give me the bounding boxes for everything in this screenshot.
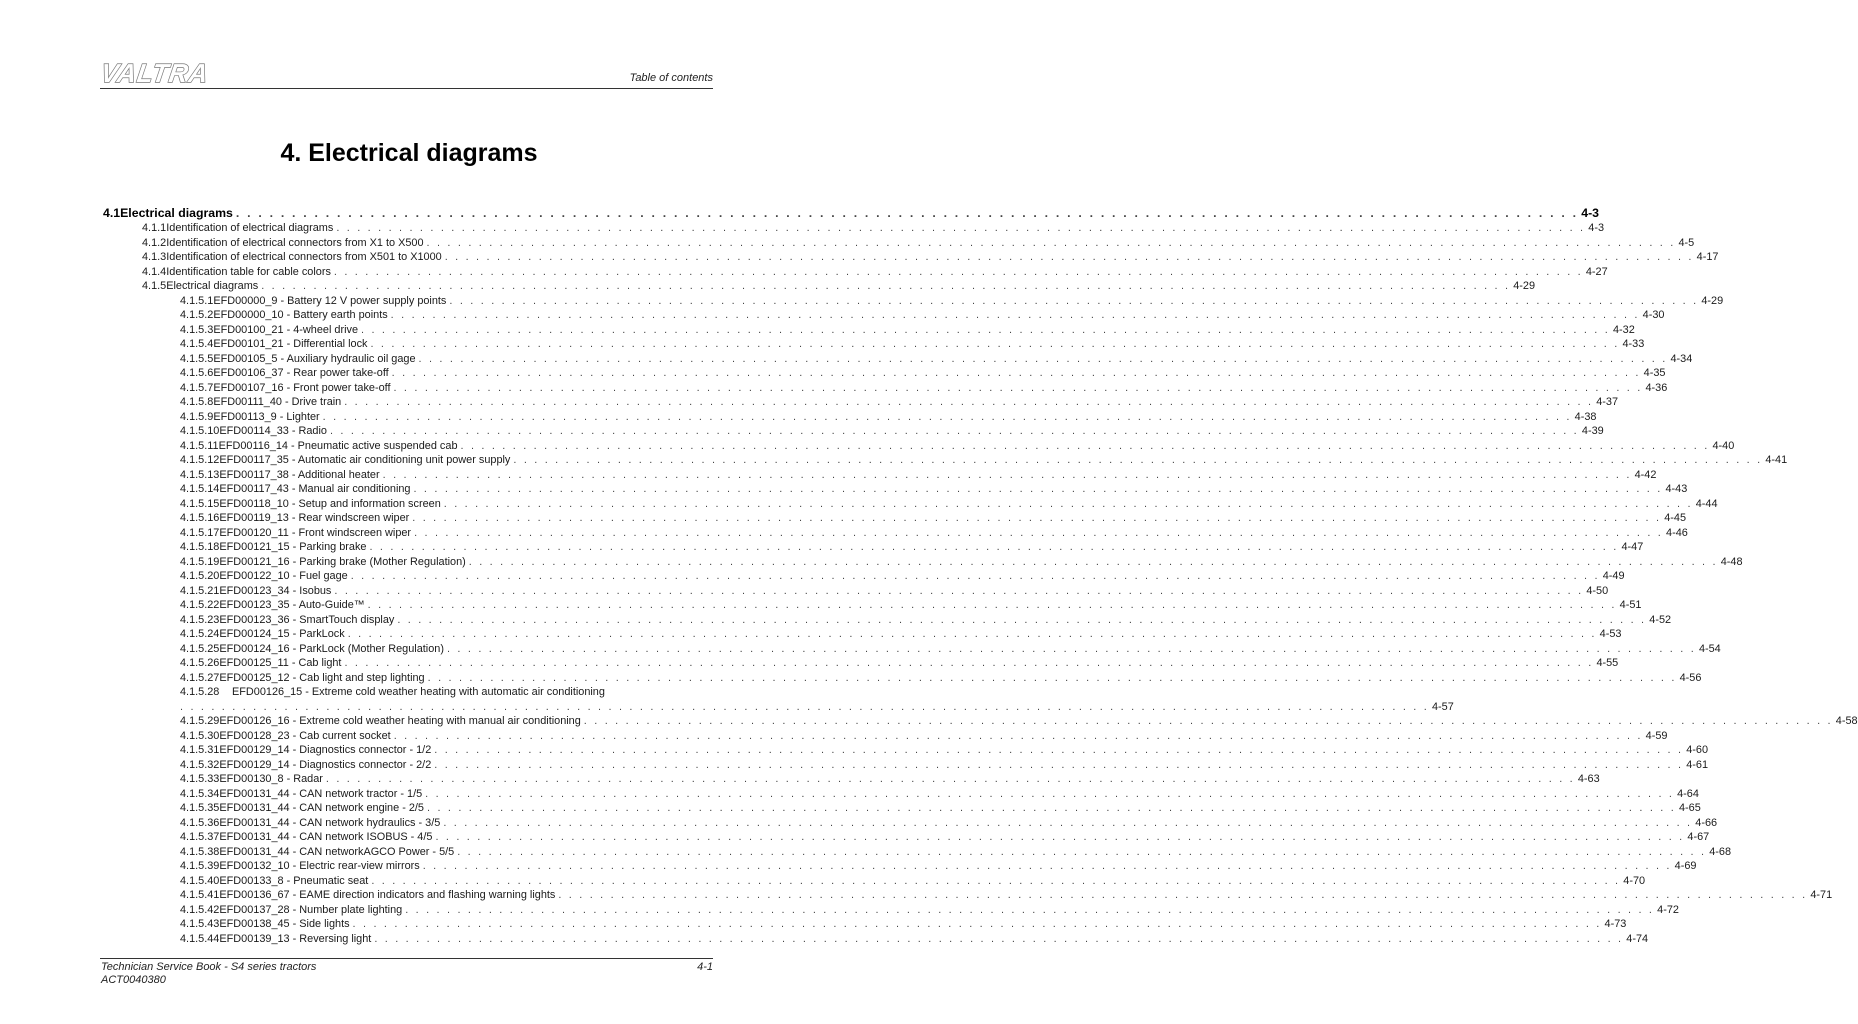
toc-entry-title: EFD00130_8 - Radar bbox=[219, 773, 323, 785]
toc-entry-page: 4-47 bbox=[1621, 541, 1644, 553]
toc-entry-page: 4-32 bbox=[1612, 323, 1635, 336]
toc-entry[interactable] bbox=[180, 932, 1649, 946]
toc-entry-number: 4.1.5.42 bbox=[180, 903, 220, 916]
toc-entry-number: 4.1.4 bbox=[142, 265, 167, 278]
toc-entry-title: EFD00129_14 - Diagnostics connector - 2/2 bbox=[219, 758, 432, 771]
toc-entry-title: EFD00131_44 - CAN network ISOBUS - 4/5 bbox=[219, 831, 433, 843]
toc-leader-dots: . . . . . . . . . . . . . . . . . . . . . . . . . . . . . . . . . . . . . . . . . . . . . . . . . . . . . . . . . . . . . . . . . . . . . . . . . . . . . . . . . . . . . . . . . . . . . . . . . . . . . . . . . . . . . . . . . . . . . . . . bbox=[333, 265, 1583, 278]
toc-entry-page: 4-71 bbox=[1810, 889, 1833, 901]
toc-entry-number: 4.1.5.23 bbox=[180, 613, 220, 626]
toc-entry-page: 4-74 bbox=[1626, 932, 1649, 945]
toc-entry-page: 4-66 bbox=[1695, 816, 1718, 829]
toc-entry-page: 4-65 bbox=[1678, 802, 1701, 814]
toc-entry-page: 4-3 bbox=[1588, 222, 1605, 234]
toc-leader-dots: . . . . . . . . . . . . . . . . . . . . . . . . . . . . . . . . . . . . . . . . . . . . . . . . . . . . . . . . . . . . . . . . . . . . . . . . . . . . . . . . . . . . . . . . . . . . . . . . . . . . . . . . . . . . . . . . . . . . . . . . bbox=[370, 338, 1620, 350]
footer-doc-code: ACT0040380 bbox=[101, 974, 166, 986]
toc-leader-dots: . . . . . . . . . . . . . . . . . . . . . . . . . . . . . . . . . . . . . . . . . . . . . . . . . . . . . . . . . . . . . . . . . . . . . . . . . . . . . . . . . . . . . . . . . . . . . . . . . . . . . . . . . . . . . . . . . . . . . . . . bbox=[427, 802, 1676, 814]
toc-entry-title: EFD00131_44 - CAN network hydraulics - 3/5 bbox=[219, 816, 441, 829]
toc-entry[interactable] bbox=[180, 859, 1697, 873]
toc-entry-continuation[interactable] bbox=[180, 700, 1454, 714]
toc-entry-page: 4-43 bbox=[1665, 483, 1688, 495]
toc-entry-page: 4-60 bbox=[1686, 744, 1709, 756]
toc-entry[interactable] bbox=[180, 323, 1635, 337]
toc-entry-title: Identification of electrical connectors from X501 to X1000 bbox=[166, 251, 442, 263]
toc-entry-title: EFD00121_16 - Parking brake (Mother Regulation) bbox=[219, 555, 466, 568]
toc-leader-dots: . . . . . . . . . . . . . . . . . . . . . . . . . . . . . . . . . . . . . . . . . . . . . . . . . . . . . . . . . . . . . . . . . . . . . . . . . . . . . . . . . . . . . . . . . . . . . . . . . . . . . . . . . . . . . . . . . . . . . . . . bbox=[382, 468, 1632, 481]
toc-leader-dots: . . . . . . . . . . . . . . . . . . . . . . . . . . . . . . . . . . . . . . . . . . . . . . . . . . . . . . . . . . . . . . . . . . . . . . . . . . . . . . . . . . . . . . . . . . . . . . . . . . . . . . . . . . . . . . . . . . . . . . . . bbox=[391, 367, 1641, 379]
toc-entry-title: EFD00111_40 - Drive train bbox=[213, 396, 342, 408]
toc-entry-title: EFD00123_34 - Isobus bbox=[219, 584, 332, 597]
toc-entry-number: 4.1.3 bbox=[142, 251, 167, 263]
toc-entry-number: 4.1.5.35 bbox=[180, 802, 220, 814]
toc-entry[interactable] bbox=[180, 526, 1688, 540]
toc-entry[interactable] bbox=[180, 381, 1668, 395]
toc-entry-title: EFD00106_37 - Rear power take-off bbox=[213, 367, 389, 379]
toc-entry-page: 4-29 bbox=[1701, 294, 1724, 307]
toc-leader-dots: . . . . . . . . . . . . . . . . . . . . . . . . . . . . . . . . . . . . . . . . . . . . . . . . . . . . . . . . . . . . . . . . . . . . . . . . . . . . . . . . . . . . . . . . . . . . . . . . . . . . . . . . . . . . . . . . . . . . . . . . bbox=[444, 251, 1694, 263]
toc-entry-title: EFD00114_33 - Radio bbox=[219, 425, 327, 437]
toc-entry[interactable] bbox=[180, 308, 1665, 322]
toc-entry-number: 4.1.5 bbox=[142, 280, 167, 292]
toc-entry-number: 4.1.5.18 bbox=[180, 541, 220, 553]
toc-entry-title: EFD00129_14 - Diagnostics connector - 1/2 bbox=[219, 744, 432, 756]
toc-entry-number: 4.1.5.20 bbox=[180, 570, 220, 582]
toc-entry-page: 4-42 bbox=[1634, 468, 1657, 481]
toc-leader-dots: . . . . . . . . . . . . . . . . . . . . . . . . . . . . . . . . . . . . . . . . . . . . . . . . . . . . . . . . . . . . . . . . . . . . . . . . . . . . . . . . . . . . . . . . . . . . . . . . . . . . . . . . . . . . . . . . . . . . . . . . bbox=[347, 628, 1597, 640]
toc-entry[interactable] bbox=[180, 801, 1701, 815]
toc-entry-title: EFD00125_11 - Cab light bbox=[219, 657, 342, 669]
toc-entry[interactable] bbox=[180, 627, 1622, 641]
toc-entry-number: 4.1.5.44 bbox=[180, 932, 220, 945]
toc-leader-dots: . . . . . . . . . . . . . . . . . . . . . . . . . . . . . . . . . . . . . . . . . . . . . . . . . . . . . . . . . . . . . . . . . . . . . . . . . . . . . . . . . . . . . . . . . . . . . . . . . . . . . . . . . . . . . . . . . . . . . . . . bbox=[371, 874, 1621, 887]
toc-entry[interactable] bbox=[180, 497, 1718, 511]
toc-entry-title: EFD00123_35 - Auto-Guide™ bbox=[219, 599, 365, 611]
toc-entry-page: 4-48 bbox=[1720, 555, 1743, 568]
toc-entry[interactable] bbox=[180, 729, 1668, 743]
toc-entry[interactable] bbox=[180, 671, 1702, 685]
footer-divider bbox=[100, 958, 713, 959]
toc-leader-dots: . . . . . . . . . . . . . . . . . . . . . . . . . . . . . . . . . . . . . . . . . . . . . . . . . . . . . . . . . . . . . . . . . . . . . . . . . . . . . . . . . . . . . . . . . . . . . . . . . . . . . . . . . . . . . . . . . . . . . . . . bbox=[425, 787, 1675, 800]
toc-entry[interactable] bbox=[180, 903, 1679, 917]
toc-entry-page: 4-67 bbox=[1687, 831, 1710, 843]
toc-entry-title: EFD00117_43 - Manual air conditioning bbox=[219, 483, 411, 495]
toc-leader-dots: . . . . . . . . . . . . . . . . . . . . . . . . . . . . . . . . . . . . . . . . . . . . . . . . . . . . . . . . . . . . . . . . . . . . . . . . . . . . . . . . . . . . . . . . . . . . . . . . . . . . . . . . . . . . . . . . . . . . . . . . bbox=[235, 206, 1579, 220]
toc-entry-number: 4.1.5.27 bbox=[180, 671, 220, 684]
toc-entry[interactable] bbox=[142, 265, 1608, 279]
toc-entry-title: EFD00124_16 - ParkLock (Mother Regulation) bbox=[219, 642, 444, 655]
toc-entry[interactable] bbox=[180, 714, 1858, 728]
footer-book-title: Technician Service Book - S4 series tractors bbox=[101, 961, 317, 973]
toc-leader-dots: . . . . . . . . . . . . . . . . . . . . . . . . . . . . . . . . . . . . . . . . . . . . . . . . . . . . . . . . . . . . . . . . . . . . . . . . . . . . . . . . . . . . . . . . . . . . . . . . . . . . . . . . . . . . . . . . . . . . . . . . bbox=[446, 642, 1696, 655]
toc-entry-page: 4-34 bbox=[1670, 352, 1693, 365]
toc-entry[interactable] bbox=[180, 917, 1627, 931]
toc-entry-number: 4.1.5.21 bbox=[180, 584, 220, 597]
toc-entry-number: 4.1.5.36 bbox=[180, 816, 220, 829]
toc-leader-dots: . . . . . . . . . . . . . . . . . . . . . . . . . . . . . . . . . . . . . . . . . . . . . . . . . . . . . . . . . . . . . . . . . . . . . . . . . . . . . . . . . . . . . . . . . . . . . . . . . . . . . . . . . . . . . . . . . . . . . . . . bbox=[344, 396, 1594, 408]
toc-entry-page: 4-56 bbox=[1679, 671, 1702, 684]
toc-entry-title: EFD00139_13 - Reversing light bbox=[219, 932, 372, 945]
toc-entry-page: 4-5 bbox=[1678, 236, 1695, 249]
toc-entry-page: 4-3 bbox=[1581, 206, 1600, 220]
toc-entry-number: 4.1.5.13 bbox=[180, 468, 220, 481]
toc-entry-title: EFD00116_14 - Pneumatic active suspended cab bbox=[218, 439, 458, 452]
toc-entry-title: EFD00101_21 - Differential lock bbox=[213, 338, 368, 350]
toc-entry-number: 4.1.5.16 bbox=[180, 512, 220, 524]
toc-entry-page: 4-33 bbox=[1622, 338, 1645, 350]
toc-leader-dots: . . . . . . . . . . . . . . . . . . . . . . . . . . . . . . . . . . . . . . . . . . . . . . . . . . . . . . . . . . . . . . . . . . . . . . . . . . . . . . . . . . . . . . . . . . . . . . . . . . . . . . . . . . . . . . . . . . . . . . . . bbox=[374, 932, 1624, 945]
toc-entry-page: 4-61 bbox=[1686, 758, 1709, 771]
toc-entry-title: Identification of electrical diagrams bbox=[166, 222, 334, 234]
toc-entry-title: EFD00122_10 - Fuel gage bbox=[219, 570, 348, 582]
toc-leader-dots: . . . . . . . . . . . . . . . . . . . . . . . . . . . . . . . . . . . . . . . . . . . . . . . . . . . . . . . . . . . . . . . . . . . . . . . . . . . . . . . . . . . . . . . . . . . . . . . . . . . . . . . . . . . . . . . . . . . . . . . . bbox=[412, 512, 1662, 524]
toc-leader-dots: . . . . . . . . . . . . . . . . . . . . . . . . . . . . . . . . . . . . . . . . . . . . . . . . . . . . . . . . . . . . . . . . . . . . . . . . . . . . . . . . . . . . . . . . . . . . . . . . . . . . . . . . . . . . . . . . . . . . . . . . bbox=[336, 222, 1586, 234]
toc-leader-dots: . . . . . . . . . . . . . . . . . . . . . . . . . . . . . . . . . . . . . . . . . . . . . . . . . . . . . . . . . . . . . . . . . . . . . . . . . . . . . . . . . . . . . . . . . . . . . . . . . . . . . . . . . . . . . . . . . . . . . . . . bbox=[329, 425, 1579, 437]
toc-entry-page: 4-17 bbox=[1696, 251, 1719, 263]
chapter-title: 4. Electrical diagrams bbox=[280, 139, 538, 167]
toc-entry[interactable] bbox=[180, 656, 1619, 670]
toc-entry[interactable] bbox=[180, 555, 1743, 569]
toc-leader-dots: . . . . . . . . . . . . . . . . . . . . . . . . . . . . . . . . . . . . . . . . . . . . . . . . . . . . . . . . . . . . . . . . . . . . . . . . . . . . . . . . . . . . . . . . . . . . . . . . . . . . . . . . . . . . . . . . . . . . . . . . bbox=[367, 599, 1617, 611]
toc-entry-title: EFD00118_10 - Setup and information screen bbox=[219, 497, 441, 510]
toc-entry-number: 4.1.5.8 bbox=[180, 396, 214, 408]
toc-entry-number: 4.1.5.40 bbox=[180, 874, 220, 887]
toc-leader-dots: . . . . . . . . . . . . . . . . . . . . . . . . . . . . . . . . . . . . . . . . . . . . . . . . . . . . . . . . . . . . . . . . . . . . . . . . . . . . . . . . . . . . . . . . . . . . . . . . . . . . . . . . . . . . . . . . . . . . . . . . bbox=[427, 671, 1677, 684]
toc-entry[interactable] bbox=[180, 453, 1788, 467]
toc-entry-page: 4-50 bbox=[1586, 584, 1609, 597]
toc-entry-page: 4-58 bbox=[1835, 715, 1858, 727]
toc-entry[interactable] bbox=[142, 221, 1605, 235]
toc-entry-number: 4.1.5.26 bbox=[180, 657, 220, 669]
toc-entry-number: 4.1.5.39 bbox=[180, 860, 220, 872]
toc-leader-dots: . . . . . . . . . . . . . . . . . . . . . . . . . . . . . . . . . . . . . . . . . . . . . . . . . . . . . . . . . . . . . . . . . . . . . . . . . . . . . . . . . . . . . . . . . . . . . . . . . . . . . . . . . . . . . . . . . . . . . . . . bbox=[369, 541, 1619, 553]
toc-entry-number: 4.1.5.1 bbox=[180, 294, 214, 307]
toc-entry-number: 4.1.5.43 bbox=[180, 918, 220, 930]
toc-entry-number: 4.1.5.7 bbox=[180, 381, 214, 394]
toc-leader-dots: . . . . . . . . . . . . . . . . . . . . . . . . . . . . . . . . . . . . . . . . . . . . . . . . . . . . . . . . . . . . . . . . . . . . . . . . . . . . . . . . . . . . . . . . . . . . . . . . . . . . . . . . . . . . . . . . . . . . . . . . bbox=[449, 294, 1699, 307]
toc-entry[interactable] bbox=[180, 482, 1688, 496]
toc-leader-dots: . . . . . . . . . . . . . . . . . . . . . . . . . . . . . . . . . . . . . . . . . . . . . . . . . . . . . . . . . . . . . . . . . . . . . . . . . . . . . . . . . . . . . . . . . . . . . . . . . . . . . . . . . . . . . . . . . . . . . . . . bbox=[583, 715, 1833, 727]
toc-entry-title: EFD00000_9 - Battery 12 V power supply points bbox=[213, 294, 447, 307]
toc-leader-dots: . . . . . . . . . . . . . . . . . . . . . . . . . . . . . . . . . . . . . . . . . . . . . . . . . . . . . . . . . . . . . . . . . . . . . . . . . . . . . . . . . . . . . . . . . . . . . . . . . . . . . . . . . . . . . . . . . . . . . . . . bbox=[443, 816, 1693, 829]
toc-leader-dots: . . . . . . . . . . . . . . . . . . . . . . . . . . . . . . . . . . . . . . . . . . . . . . . . . . . . . . . . . . . . . . . . . . . . . . . . . . . . . . . . . . . . . . . . . . . . . . . . . . . . . . . . . . . . . . . . . . . . . . . . bbox=[434, 744, 1684, 756]
toc-entry[interactable] bbox=[180, 511, 1687, 525]
toc-leader-dots: . . . . . . . . . . . . . . . . . . . . . . . . . . . . . . . . . . . . . . . . . . . . . . . . . . . . . . . . . . . . . . . . . . . . . . . . . . . . . . . . . . . . . . . . . . . . . . . . . . . . . . . . . . . . . . . . . . . . . . . . bbox=[350, 570, 1600, 582]
header-section-label: Table of contents bbox=[629, 72, 713, 84]
toc-entry-number: 4.1 bbox=[103, 206, 121, 220]
toc-entry[interactable] bbox=[180, 787, 1699, 801]
toc-entry-page: 4-38 bbox=[1574, 410, 1597, 423]
toc-entry-number: 4.1.5.9 bbox=[180, 410, 214, 423]
toc-entry-page: 4-49 bbox=[1602, 570, 1625, 582]
toc-entry-number: 4.1.5.17 bbox=[180, 526, 220, 539]
toc-entry-number: 4.1.5.4 bbox=[180, 338, 214, 350]
toc-entry-page: 4-29 bbox=[1513, 280, 1536, 292]
toc-entry-title: EFD00136_67 - EAME direction indicators and flashing warning lights bbox=[219, 889, 556, 901]
toc-leader-dots: . . . . . . . . . . . . . . . . . . . . . . . . . . . . . . . . . . . . . . . . . . . . . . . . . . . . . . . . . . . . . . . . . . . . . . . . . . . . . . . . . . . . . . . . . . . . . . . . . . . . . . . . . . . . . . . . . . . . . . . . bbox=[322, 410, 1572, 423]
toc-entry-title: EFD00113_9 - Lighter bbox=[213, 410, 320, 423]
toc-entry-number: 4.1.5.11 bbox=[180, 439, 219, 452]
toc-entry[interactable] bbox=[180, 540, 1644, 554]
toc-leader-dots: . . . . . . . . . . . . . . . . . . . . . . . . . . . . . . . . . . . . . . . . . . . . . . . . . . . . . . . . . . . . . . . . . . . . . . . . . . . . . . . . . . . . . . . . . . . . . . . . . . . . . . . . . . . . . . . . . . . . . . . . bbox=[361, 323, 1610, 336]
toc-entry-title: EFD00117_38 - Additional heater bbox=[219, 468, 380, 481]
toc-leader-dots: . . . . . . . . . . . . . . . . . . . . . . . . . . . . . . . . . . . . . . . . . . . . . . . . . . . . . . . . . . . . . . . . . . . . . . . . . . . . . . . . . . . . . . . . . . . . . . . . . . . . . . . . . . . . . . . . . . . . . . . . bbox=[393, 729, 1643, 742]
toc-entry-number: 4.1.5.22 bbox=[180, 599, 220, 611]
toc-entry[interactable] bbox=[180, 395, 1619, 409]
toc-entry[interactable] bbox=[142, 250, 1719, 264]
toc-entry-number: 4.1.5.31 bbox=[180, 744, 220, 756]
toc-entry-title: EFD00124_15 - ParkLock bbox=[219, 628, 345, 640]
toc-entry-page: 4-40 bbox=[1712, 439, 1735, 452]
toc-entry-number: 4.1.5.14 bbox=[180, 483, 220, 495]
toc-entry-title: EFD00117_35 - Automatic air conditioning unit power supply bbox=[219, 454, 511, 466]
toc-entry-title: EFD00123_36 - SmartTouch display bbox=[219, 613, 395, 626]
toc-entry-page: 4-70 bbox=[1623, 874, 1646, 887]
toc-entry-page: 4-45 bbox=[1664, 512, 1687, 524]
toc-entry-title: EFD00121_15 - Parking brake bbox=[219, 541, 367, 553]
toc-entry-page: 4-53 bbox=[1599, 628, 1622, 640]
toc-entry[interactable] bbox=[180, 468, 1657, 482]
toc-entry-title: EFD00120_11 - Front windscreen wiper bbox=[219, 526, 412, 539]
toc-entry[interactable] bbox=[180, 424, 1604, 438]
toc-entry-title: Electrical diagrams bbox=[166, 280, 259, 292]
toc-entry[interactable] bbox=[180, 366, 1666, 380]
toc-entry[interactable] bbox=[180, 888, 1833, 902]
toc-entry[interactable] bbox=[180, 410, 1597, 424]
toc-entry-title: Identification table for cable colors bbox=[166, 265, 331, 278]
toc-entry-title: EFD00131_44 - CAN network tractor - 1/5 bbox=[219, 787, 423, 800]
toc-leader-dots: . . . . . . . . . . . . . . . . . . . . . . . . . . . . . . . . . . . . . . . . . . . . . . . . . . . . . . . . . . . . . . . . . . . . . . . . . . . . . . . . . . . . . . . . . . . . . . . . . . . . . . . . . . . . . . . . . . . . . . . . bbox=[413, 483, 1663, 495]
toc-leader-dots: . . . . . . . . . . . . . . . . . . . . . . . . . . . . . . . . . . . . . . . . . . . . . . . . . . . . . . . . . . . . . . . . . . . . . . . . . . . . . . . . . . . . . . . . . . . . . . . . . . . . . . . . . . . . . . . . . . . . . . . . bbox=[397, 613, 1647, 626]
toc-leader-dots: . . . . . . . . . . . . . . . . . . . . . . . . . . . . . . . . . . . . . . . . . . . . . . . . . . . . . . . . . . . . . . . . . . . . . . . . . . . . . . . . . . . . . . . . . . . . . . . . . . . . . . . . . . . . . . . . . . . . . . . . bbox=[422, 860, 1672, 872]
toc-entry[interactable] bbox=[142, 236, 1695, 250]
toc-entry-page: 4-46 bbox=[1666, 526, 1688, 539]
toc-entry-page: 4-52 bbox=[1649, 613, 1672, 626]
toc-leader-dots: . . . . . . . . . . . . . . . . . . . . . . . . . . . . . . . . . . . . . . . . . . . . . . . . . . . . . . . . . . . . . . . . . . . . . . . . . . . . . . . . . . . . . . . . . . . . . . . . . . . . . . . . . . . . . . . . . . . . . . . . bbox=[443, 497, 1693, 510]
toc-leader-dots: . . . . . . . . . . . . . . . . . . . . . . . . . . . . . . . . . . . . . . . . . . . . . . . . . . . . . . . . . . . . . . . . . . . . . . . . . . . . . . . . . . . . . . . . . . . . . . . . . . . . . . . . . . . . . . . . . . . . . . . . bbox=[460, 439, 1710, 452]
toc-entry-number: 4.1.5.41 bbox=[180, 889, 220, 901]
toc-entry-title: EFD00126_16 - Extreme cold weather heating with manual air conditioning bbox=[219, 715, 581, 727]
footer-page-number: 4-1 bbox=[697, 961, 713, 973]
toc-entry-page: 4-51 bbox=[1619, 599, 1642, 611]
toc-leader-dots: . . . . . . . . . . . . . . . . . . . . . . . . . . . . . . . . . . . . . . . . . . . . . . . . . . . . . . . . . . . . . . . . . . . . . . . . . . . . . . . . . . . . . . . . . . . . . . . . . . . . . . . . . . . . . . . . . . . . . . . . bbox=[393, 381, 1643, 394]
toc-entry-page: 4-37 bbox=[1596, 396, 1619, 408]
toc-entry-title: EFD00128_23 - Cab current socket bbox=[219, 729, 391, 742]
toc-entry-page: 4-55 bbox=[1596, 657, 1619, 669]
toc-entry-number: 4.1.5.6 bbox=[180, 367, 214, 379]
toc-entry-number: 4.1.5.25 bbox=[180, 642, 220, 655]
toc-entry-number: 4.1.5.28 bbox=[180, 686, 220, 698]
toc-entry-page: 4-69 bbox=[1674, 860, 1697, 872]
toc-leader-dots: . . . . . . . . . . . . . . . . . . . . . . . . . . . . . . . . . . . . . . . . . . . . . . . . . . . . . . . . . . . . . . . . . . . . . . . . . . . . . . . . . . . . . . . . . . . . . . . . . . . . . . . . . . . . . . . . . . . . . . . . bbox=[414, 526, 1664, 539]
toc-entry-number: 4.1.5.10 bbox=[180, 425, 220, 437]
toc-entry[interactable] bbox=[103, 206, 1600, 220]
toc-entry[interactable] bbox=[180, 845, 1732, 859]
toc-entry[interactable] bbox=[180, 758, 1709, 772]
toc-leader-dots: . . . . . . . . . . . . . . . . . . . . . . . . . . . . . . . . . . . . . . . . . . . . . . . . . . . . . . . . . . . . . . . . . . . . . . . . . . . . . . . . . . . . . . . . . . . . . . . . . . . . . . . . . . . . . . . . . . . . . . . . bbox=[405, 903, 1655, 916]
toc-entry[interactable] bbox=[180, 874, 1646, 888]
toc-entry-title: EFD00100_21 - 4-wheel drive bbox=[213, 323, 358, 336]
valtra-logo: VALTRA bbox=[98, 58, 211, 88]
toc-entry-number: 4.1.5.19 bbox=[180, 555, 220, 568]
toc-entry[interactable] bbox=[180, 772, 1600, 786]
toc-entry-number: 4.1.5.12 bbox=[180, 454, 220, 466]
toc-entry[interactable] bbox=[180, 830, 1710, 844]
toc-entry[interactable] bbox=[180, 743, 1709, 757]
toc-entry[interactable] bbox=[180, 613, 1672, 627]
toc-entry-page: 4-44 bbox=[1695, 497, 1718, 510]
toc-entry-page: 4-68 bbox=[1709, 845, 1732, 858]
toc-entry-title: EFD00133_8 - Pneumatic seat bbox=[219, 874, 369, 887]
toc-entry-title: EFD00105_5 - Auxiliary hydraulic oil gage bbox=[213, 352, 416, 365]
toc-entry-number: 4.1.5.24 bbox=[180, 628, 220, 640]
toc-leader-dots: . . . . . . . . . . . . . . . . . . . . . . . . . . . . . . . . . . . . . . . . . . . . . . . . . . . . . . . . . . . . . . . . . . . . . . . . . . . . . . . . . . . . . . . . . . . . . . . . . . . . . . . . . . . . . . . . . . . . . . . . bbox=[261, 280, 1511, 292]
toc-entry-number: 4.1.5.15 bbox=[180, 497, 220, 510]
toc-leader-dots: . . . . . . . . . . . . . . . . . . . . . . . . . . . . . . . . . . . . . . . . . . . . . . . . . . . . . . . . . . . . . . . . . . . . . . . . . . . . . . . . . . . . . . . . . . . . . . . . . . . . . . . . . . . . . . . . . . . . . . . . bbox=[457, 845, 1707, 858]
toc-leader-dots: . . . . . . . . . . . . . . . . . . . . . . . . . . . . . . . . . . . . . . . . . . . . . . . . . . . . . . . . . . . . . . . . . . . . . . . . . . . . . . . . . . . . . . . . . . . . . . . . . . . . . . . . . . . . . . . . . . . . . . . . bbox=[513, 454, 1763, 466]
toc-entry-page: 4-59 bbox=[1645, 729, 1668, 742]
toc-entry-title: EFD00131_44 - CAN networkAGCO Power - 5/5 bbox=[219, 845, 455, 858]
toc-entry-number: 4.1.5.37 bbox=[180, 831, 220, 843]
toc-entry-title: Electrical diagrams bbox=[120, 206, 233, 220]
toc-entry-title: Identification of electrical connectors from X1 to X500 bbox=[166, 236, 424, 249]
toc-entry-number: 4.1.5.5 bbox=[180, 352, 214, 365]
toc-leader-dots: . . . . . . . . . . . . . . . . . . . . . . . . . . . . . . . . . . . . . . . . . . . . . . . . . . . . . . . . . . . . . . . . . . . . . . . . . . . . . . . . . . . . . . . . . . . . . . . . . . . . . . . . . . . . . . . . . . . . . . . . bbox=[352, 918, 1602, 930]
toc-entry[interactable] bbox=[180, 598, 1642, 612]
toc-leader-dots: . . . . . . . . . . . . . . . . . . . . . . . . . . . . . . . . . . . . . . . . . . . . . . . . . . . . . . . . . . . . . . . . . . . . . . . . . . . . . . . . . . . . . . . . . . . . . . . . . . . . . . . . . . . . . . . . . . . . . . . . bbox=[558, 889, 1808, 901]
toc-entry-title: EFD00125_12 - Cab light and step lighting bbox=[219, 671, 425, 684]
toc-entry[interactable] bbox=[180, 569, 1625, 583]
toc-leader-dots: . . . . . . . . . . . . . . . . . . . . . . . . . . . . . . . . . . . . . . . . . . . . . . . . . . . . . . . . . . . . . . . . . . . . . . . . . . . . . . . . . . . . . . . . . . . . . . . . . . . . . . . . . . . . . . . . . . . . . . . . bbox=[180, 700, 1429, 713]
toc-entry-number: 4.1.5.38 bbox=[180, 845, 220, 858]
toc-entry-page: 4-30 bbox=[1642, 309, 1665, 321]
toc-entry-page: 4-57 bbox=[1431, 700, 1454, 713]
toc-leader-dots: . . . . . . . . . . . . . . . . . . . . . . . . . . . . . . . . . . . . . . . . . . . . . . . . . . . . . . . . . . . . . . . . . . . . . . . . . . . . . . . . . . . . . . . . . . . . . . . . . . . . . . . . . . . . . . . . . . . . . . . . bbox=[344, 657, 1594, 669]
toc-entry[interactable] bbox=[180, 816, 1718, 830]
toc-entry-page: 4-41 bbox=[1765, 454, 1788, 466]
toc-entry-page: 4-27 bbox=[1585, 265, 1608, 278]
toc-entry-number: 4.1.5.34 bbox=[180, 787, 220, 800]
toc-entry-title: EFD00126_15 - Extreme cold weather heating with automatic air conditioning bbox=[232, 686, 605, 698]
toc-entry-title: EFD00138_45 - Side lights bbox=[219, 918, 350, 930]
toc-entry[interactable] bbox=[180, 352, 1693, 366]
toc-entry-number: 4.1.5.32 bbox=[180, 758, 220, 771]
toc-entry-number: 4.1.5.30 bbox=[180, 729, 220, 742]
footer-book-info bbox=[101, 961, 316, 987]
toc-entry[interactable] bbox=[180, 294, 1724, 308]
toc-entry-page: 4-39 bbox=[1581, 425, 1604, 437]
toc-entry-page: 4-73 bbox=[1604, 918, 1627, 930]
toc-entry-number: 4.1.1 bbox=[142, 222, 167, 234]
toc-leader-dots: . . . . . . . . . . . . . . . . . . . . . . . . . . . . . . . . . . . . . . . . . . . . . . . . . . . . . . . . . . . . . . . . . . . . . . . . . . . . . . . . . . . . . . . . . . . . . . . . . . . . . . . . . . . . . . . . . . . . . . . . bbox=[426, 236, 1676, 249]
toc-entry-title: EFD00119_13 - Rear windscreen wiper bbox=[219, 512, 410, 524]
toc-leader-dots: . . . . . . . . . . . . . . . . . . . . . . . . . . . . . . . . . . . . . . . . . . . . . . . . . . . . . . . . . . . . . . . . . . . . . . . . . . . . . . . . . . . . . . . . . . . . . . . . . . . . . . . . . . . . . . . . . . . . . . . . bbox=[434, 758, 1684, 771]
toc-entry-number: 4.1.5.29 bbox=[180, 715, 220, 727]
toc-entry[interactable] bbox=[180, 337, 1645, 351]
toc-leader-dots: . . . . . . . . . . . . . . . . . . . . . . . . . . . . . . . . . . . . . . . . . . . . . . . . . . . . . . . . . . . . . . . . . . . . . . . . . . . . . . . . . . . . . . . . . . . . . . . . . . . . . . . . . . . . . . . . . . . . . . . . bbox=[325, 773, 1575, 785]
toc-entry-number: 4.1.5.2 bbox=[180, 309, 214, 321]
toc-leader-dots: . . . . . . . . . . . . . . . . . . . . . . . . . . . . . . . . . . . . . . . . . . . . . . . . . . . . . . . . . . . . . . . . . . . . . . . . . . . . . . . . . . . . . . . . . . . . . . . . . . . . . . . . . . . . . . . . . . . . . . . . bbox=[468, 555, 1718, 568]
toc-leader-dots: . . . . . . . . . . . . . . . . . . . . . . . . . . . . . . . . . . . . . . . . . . . . . . . . . . . . . . . . . . . . . . . . . . . . . . . . . . . . . . . . . . . . . . . . . . . . . . . . . . . . . . . . . . . . . . . . . . . . . . . . bbox=[418, 352, 1668, 365]
toc-entry[interactable] bbox=[180, 642, 1721, 656]
toc-entry-page: 4-72 bbox=[1657, 903, 1679, 916]
toc-entry-page: 4-36 bbox=[1645, 381, 1668, 394]
toc-entry-title: EFD00000_10 - Battery earth points bbox=[213, 309, 388, 321]
toc-entry[interactable] bbox=[180, 439, 1735, 453]
toc-entry-title: EFD00132_10 - Electric rear-view mirrors bbox=[219, 860, 420, 872]
toc-entry-page: 4-63 bbox=[1577, 773, 1600, 785]
toc-entry-page: 4-64 bbox=[1677, 787, 1699, 800]
header-divider bbox=[100, 88, 713, 89]
toc-entry-number: 4.1.2 bbox=[142, 236, 167, 249]
toc-entry[interactable] bbox=[180, 584, 1609, 598]
toc-leader-dots: . . . . . . . . . . . . . . . . . . . . . . . . . . . . . . . . . . . . . . . . . . . . . . . . . . . . . . . . . . . . . . . . . . . . . . . . . . . . . . . . . . . . . . . . . . . . . . . . . . . . . . . . . . . . . . . . . . . . . . . . bbox=[334, 584, 1584, 597]
toc-entry-title: EFD00131_44 - CAN network engine - 2/5 bbox=[219, 802, 424, 814]
toc-entry-number: 4.1.5.3 bbox=[180, 323, 214, 336]
toc-entry[interactable] bbox=[180, 685, 713, 699]
toc-leader-dots: . . . . . . . . . . . . . . . . . . . . . . . . . . . . . . . . . . . . . . . . . . . . . . . . . . . . . . . . . . . . . . . . . . . . . . . . . . . . . . . . . . . . . . . . . . . . . . . . . . . . . . . . . . . . . . . . . . . . . . . . bbox=[435, 831, 1685, 843]
toc-entry[interactable] bbox=[142, 279, 1536, 293]
toc-entry-title: EFD00107_16 - Front power take-off bbox=[213, 381, 391, 394]
toc-entry-page: 4-54 bbox=[1698, 642, 1721, 655]
toc-entry-page: 4-35 bbox=[1643, 367, 1666, 379]
toc-leader-dots: . . . . . . . . . . . . . . . . . . . . . . . . . . . . . . . . . . . . . . . . . . . . . . . . . . . . . . . . . . . . . . . . . . . . . . . . . . . . . . . . . . . . . . . . . . . . . . . . . . . . . . . . . . . . . . . . . . . . . . . . bbox=[390, 309, 1640, 321]
toc-entry-number: 4.1.5.33 bbox=[180, 773, 220, 785]
toc-entry-title: EFD00137_28 - Number plate lighting bbox=[219, 903, 403, 916]
